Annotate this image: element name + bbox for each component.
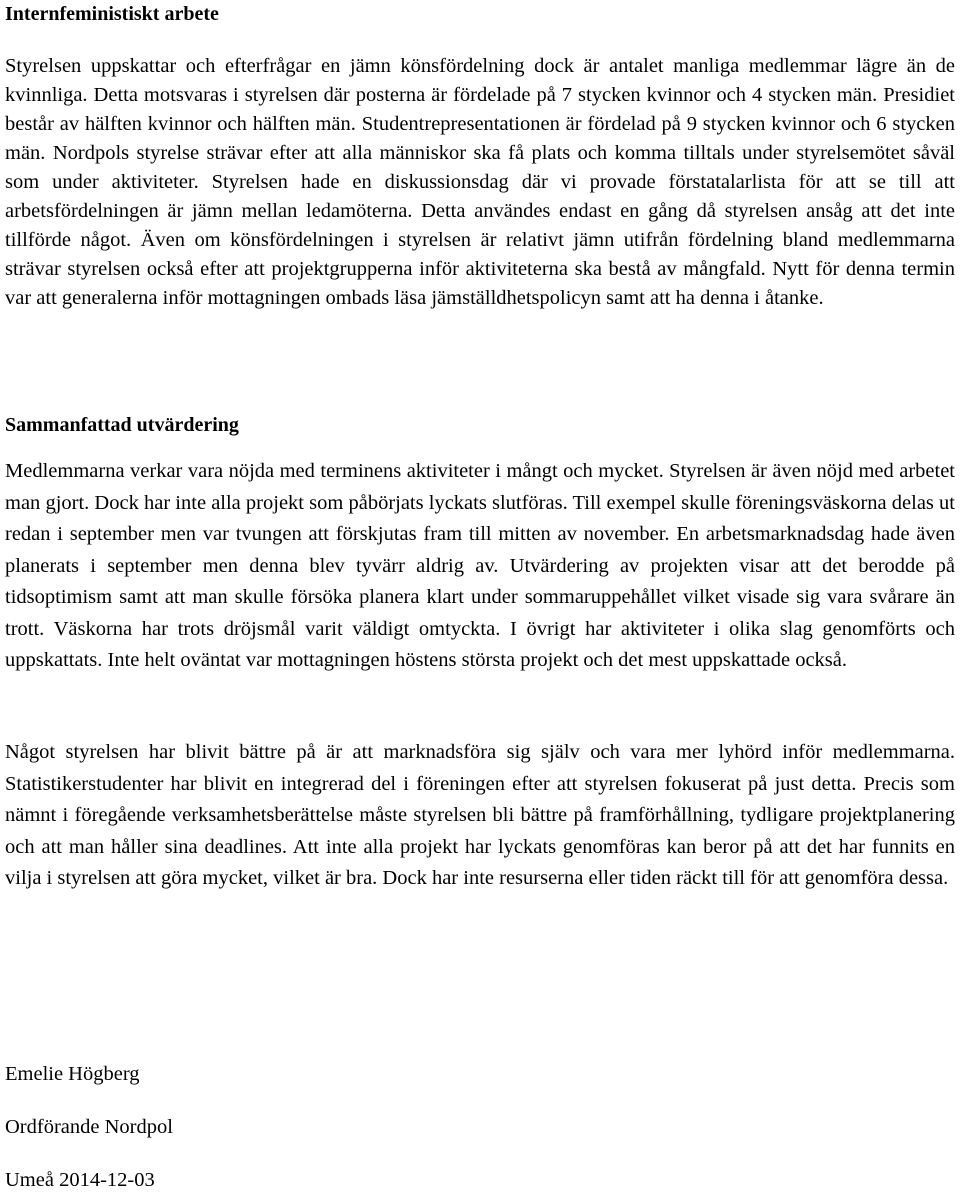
signature-name: Emelie Högberg (5, 1063, 140, 1085)
signature-title: Ordförande Nordpol (5, 1116, 173, 1138)
paragraph-internfeministiskt: Styrelsen uppskattar och efterfrågar en jämn könsfördelning dock är antalet manliga medlemmar lägre än de kvinnliga. Detta motsvaras i styrelsen där posterna är fördelade på 7 stycken kvinnor och 4 stycken män. Presidiet består av hälften kvinnor och hälften män. Studentrepresentationen är fördelad på 9 stycken kvinnor och 6 stycken män. Nordpols styrelse strävar efter att alla människor ska få plats och komma tilltals under styrelsemötet såväl som under aktiviteter. Styrelsen hade en diskussionsdag där vi provade förstatalarlista för att se till att arbetsfördelningen är jämn mellan ledamöterna. Detta användes endast en gång då styrelsen ansåg att det inte tillförde något. Även om könsfördelningen i styrelsen är relativt jämn utifrån fördelning bland medlemmarna strävar styrelsen också efter att projektgrupperna inför aktiviteterna ska bestå av mångfald. Nytt för denna termin var att generalerna inför mottagningen ombads läsa jämställdhetspolicyn samt att ha denna i åtanke. (5, 55, 955, 309)
section-heading-sammanfattad: Sammanfattad utvärdering (5, 414, 239, 436)
paragraph-sammanfattad-2: Något styrelsen har blivit bättre på är att marknadsföra sig själv och vara mer lyhörd inför medlemmarna. Statistikerstudenter har blivit en integrerad del i föreningen efter att styrelsen fokuserat på just detta. Precis som nämnt i föregående verksamhetsberättelse måste styrelsen bli bättre på framförhållning, tydligare projektplanering och att man håller sina deadlines. Att inte alla projekt har lyckats genomföras kan beror på att det har funnits en vilja i styrelsen att göra mycket, vilket är bra. Dock har inte resurserna eller tiden räckt till för att genomföra dessa. (5, 741, 955, 889)
signature-place-date: Umeå 2014-12-03 (5, 1169, 155, 1191)
paragraph-sammanfattad-1: Medlemmarna verkar vara nöjda med terminens aktiviteter i mångt och mycket. Styrelsen är även nöjd med arbetet man gjort. Dock har inte alla projekt som påbörjats lyckats slutföras. Till exempel skulle föreningsväskorna delas ut redan i september men var tvungen att förskjutas fram till mitten av november. En arbetsmarknadsdag hade även planerats i september men denna blev tyvärr aldrig av. Utvärdering av projekten visar att det berodde på tidsoptimism samt att man skulle försöka planera klart under sommaruppehållet vilket visade sig vara svårare än trott. Väskorna har trots dröjsmål varit väldigt omtyckta. I övrigt har aktiviteter i olika slag genomförts och uppskattats. Inte helt oväntat var mottagningen höstens största projekt och det mest uppskattade också. (5, 460, 955, 671)
section-heading-internfeministiskt: Internfeministiskt arbete (5, 3, 219, 25)
